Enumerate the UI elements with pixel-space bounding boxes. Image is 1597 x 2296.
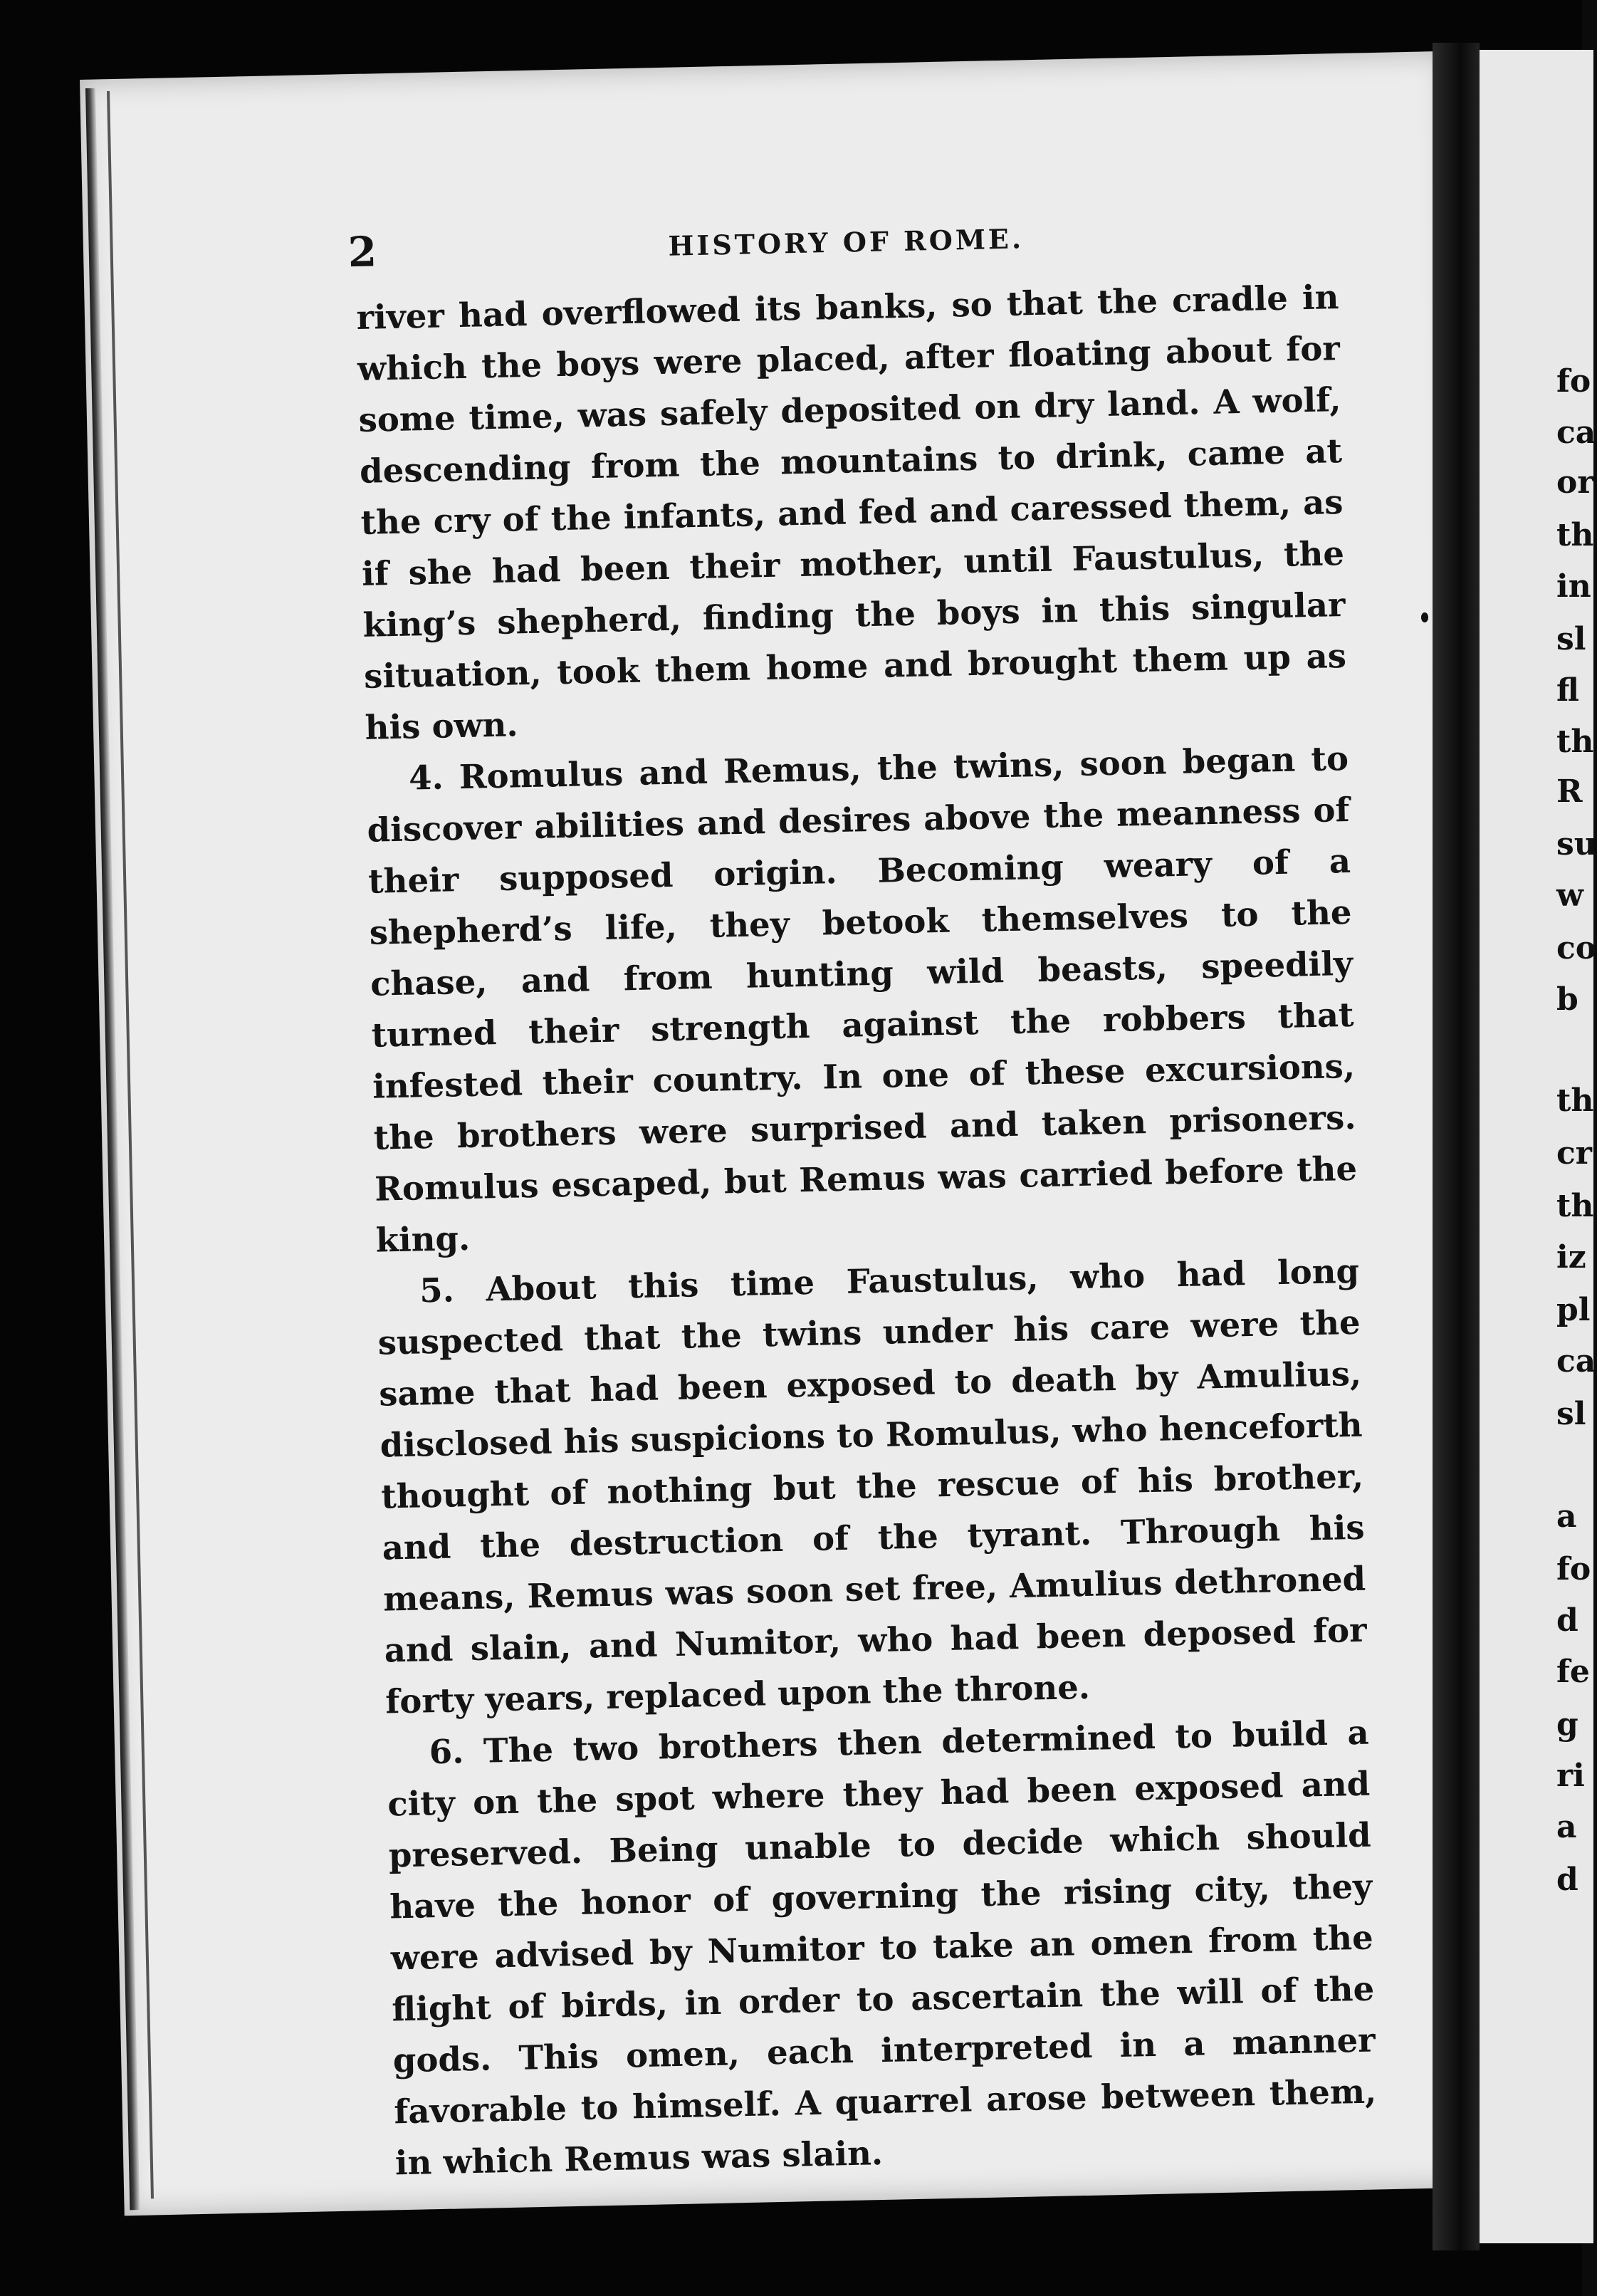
facing-page-line-fragment: fl — [1556, 672, 1579, 709]
ink-speck — [1421, 612, 1428, 622]
facing-page-line-fragment: th — [1556, 517, 1594, 553]
facing-page-line-fragment: sl — [1556, 1396, 1586, 1432]
facing-page-line-fragment: fo — [1556, 363, 1591, 400]
page-number: 2 — [347, 227, 377, 277]
facing-page-line-fragment: th — [1556, 724, 1594, 760]
paragraph-4 — [365, 733, 1358, 1266]
paragraph-text: river had overflowed its banks, so that the cradle in which the boys were placed, after floating about for some time, was safely deposited on dry land. A wolf, descending from the mountains to drink, came at the cry of the infants, and fed and caressed them, as if she had been their mother, until Faustulus, the king’s shepherd, finding the boys in this singular situation, took them home and brought them up as his own. — [356, 277, 1347, 747]
facing-page-line-fragment: ri — [1556, 1758, 1585, 1794]
facing-page-line-fragment: th — [1556, 1188, 1594, 1224]
facing-page-line-fragment: b — [1556, 981, 1578, 1018]
facing-page-fragments — [1556, 0, 1597, 2296]
facing-page-line-fragment: or — [1556, 464, 1594, 501]
facing-page-line-fragment: R — [1556, 773, 1583, 810]
facing-page-line-fragment: w — [1556, 877, 1583, 914]
facing-page-line-fragment: ca — [1556, 1343, 1596, 1379]
paragraph-continued — [356, 271, 1348, 753]
facing-page-line-fragment: d — [1556, 1862, 1578, 1898]
facing-page-line-fragment: th — [1556, 1082, 1594, 1119]
facing-page-line-fragment: su — [1556, 826, 1597, 862]
paragraph-6 — [386, 1707, 1378, 2189]
facing-page-line-fragment: sl — [1556, 621, 1586, 657]
paragraph-text: About this time Faustulus, who had long suspected that the twins under his care were the same that had been exposed to death by Amulius, disclosed his suspicions to Romulus, who henceforth thought of nothing but the rescue of his brother, and the destruction of the tyrant. Through his means, Remus was soon set free, Amulius dethroned and slain, and Numitor, who had been deposed for forty years, replaced upon the throne. — [377, 1251, 1368, 1721]
paragraph-number: 6. — [429, 1731, 464, 1772]
paragraph-5 — [377, 1246, 1368, 1728]
paragraph-number: 5. — [419, 1270, 455, 1310]
paragraph-number: 4. — [408, 757, 444, 798]
facing-page-line-fragment: iz — [1556, 1239, 1586, 1275]
facing-page-line-fragment: pl — [1556, 1292, 1591, 1328]
facing-page-line-fragment: fe — [1556, 1654, 1590, 1690]
book-gutter — [1433, 43, 1480, 2250]
paragraph-text: Romulus and Remus, the twins, soon began to discover abilities and desires above the meanness of their supposed origin. Becoming weary of a shepherd’s life, they betook themselves to the chase, and from hunting wild beasts, speedily turned their strength against the robbers that infested their country. In one of these excursions, the brothers were surprised and taken prisoners. Romulus escaped, but Remus was carried before the king. — [367, 738, 1358, 1260]
facing-page-line-fragment: cr — [1556, 1135, 1592, 1172]
facing-page-line-fragment: in — [1556, 568, 1591, 605]
paragraph-text: The two brothers then determined to build a city on the spot where they had been exposed and preserved. Being unable to decide which should have the honor of governing the rising city, they were advised by Numitor to take an omen from the flight of birds, in order to ascertain the will of the gods. This omen, each interpreted in a manner favorable to himself. A quarrel arose between them, in which Remus was slain. — [387, 1712, 1377, 2183]
facing-page-line-fragment: co — [1556, 930, 1597, 966]
text-block — [347, 207, 1378, 2188]
facing-page-line-fragment: d — [1556, 1602, 1578, 1639]
facing-page-line-fragment: a — [1556, 1809, 1577, 1845]
facing-page-line-fragment: ca — [1556, 414, 1596, 451]
facing-page-line-fragment: fo — [1556, 1551, 1591, 1587]
facing-page-line-fragment: a — [1556, 1498, 1577, 1535]
running-title: HISTORY OF ROME. — [668, 222, 1025, 262]
facing-page-line-fragment: g — [1556, 1706, 1578, 1743]
